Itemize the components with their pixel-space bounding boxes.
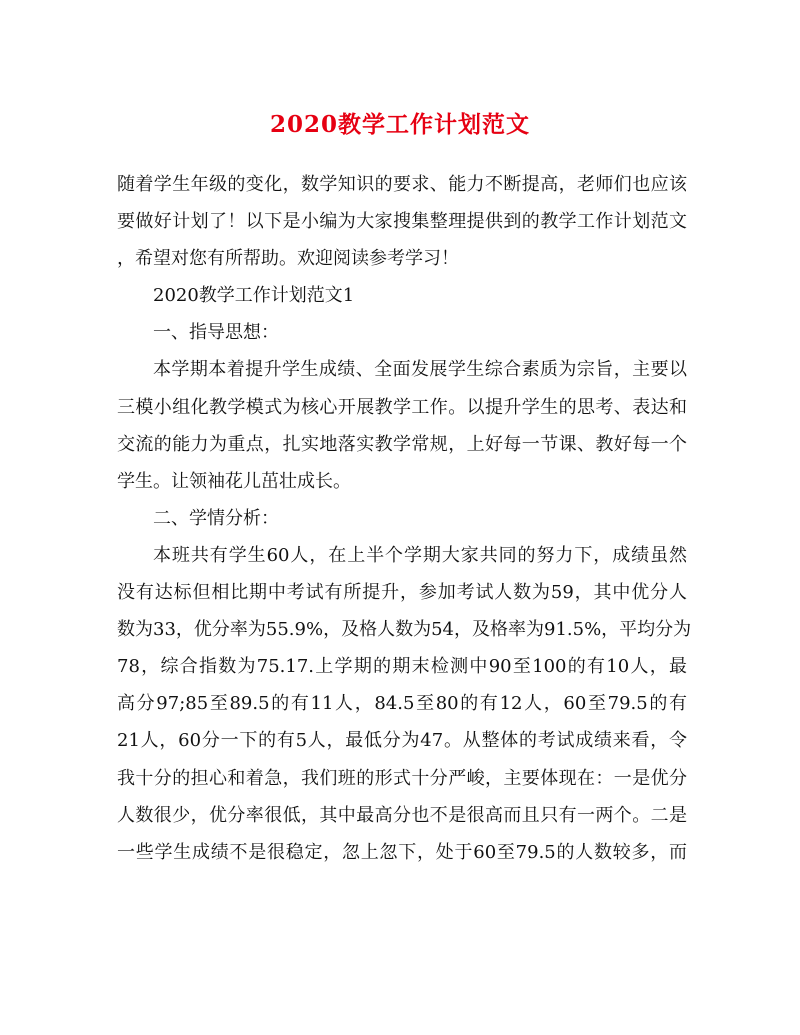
text-line: 交流的能力为重点，扎实地落实教学常规，上好每一节课、教好每一个 [117,433,687,455]
text-line: 一些学生成绩不是很稳定，忽上忽下，处于60至79.5的人数较多，而 [117,841,687,863]
document-body [117,166,692,871]
text-line: ，希望对您有所帮助。欢迎阅读参考学习！ [117,248,459,270]
text-line: 本学期本着提升学生成绩、全面发展学生综合素质为宗旨，主要以 [153,359,687,381]
text-line: 人数很少，优分率很低，其中最高分也不是很高而且只有一两个。二是 [117,804,687,826]
text-line: 学生。让领袖花儿茁壮成长。 [117,470,351,492]
text-line: 三模小组化教学模式为核心开展教学工作。以提升学生的思考、表达和 [117,396,687,418]
text-line: 我十分的担心和着急，我们班的形式十分严峻，主要体现在：一是优分 [117,767,687,789]
text-line: 数为33，优分率为55.9%，及格人数为54，及格率为91.5%，平均分为 [117,619,692,641]
text-line: 21人，60分一下的有5人，最低分为47。从整体的考试成绩来看，令 [117,730,687,752]
text-line: 二、学情分析： [153,507,279,529]
text-line: 要做好计划了！以下是小编为大家搜集整理提供到的教学工作计划范文 [117,211,687,233]
text-line: 高分97;85至89.5的有11人，84.5至80的有12人，60至79.5的有 [117,693,687,715]
text-line: 一、指导思想： [153,322,279,344]
text-line: 没有达标但相比期中考试有所提升，参加考试人数为59，其中优分人 [117,582,687,604]
document-title: 2020教学工作计划范文 [269,111,530,138]
text-line: 随着学生年级的变化，数学知识的要求、能力不断提高，老师们也应该 [117,174,687,195]
text-line: 2020教学工作计划范文1 [153,285,355,307]
text-line: 本班共有学生60人，在上半个学期大家共同的努力下，成绩虽然 [153,544,687,566]
text-line: 78，综合指数为75.17.上学期的期末检测中90至100的有10人，最 [117,656,687,678]
